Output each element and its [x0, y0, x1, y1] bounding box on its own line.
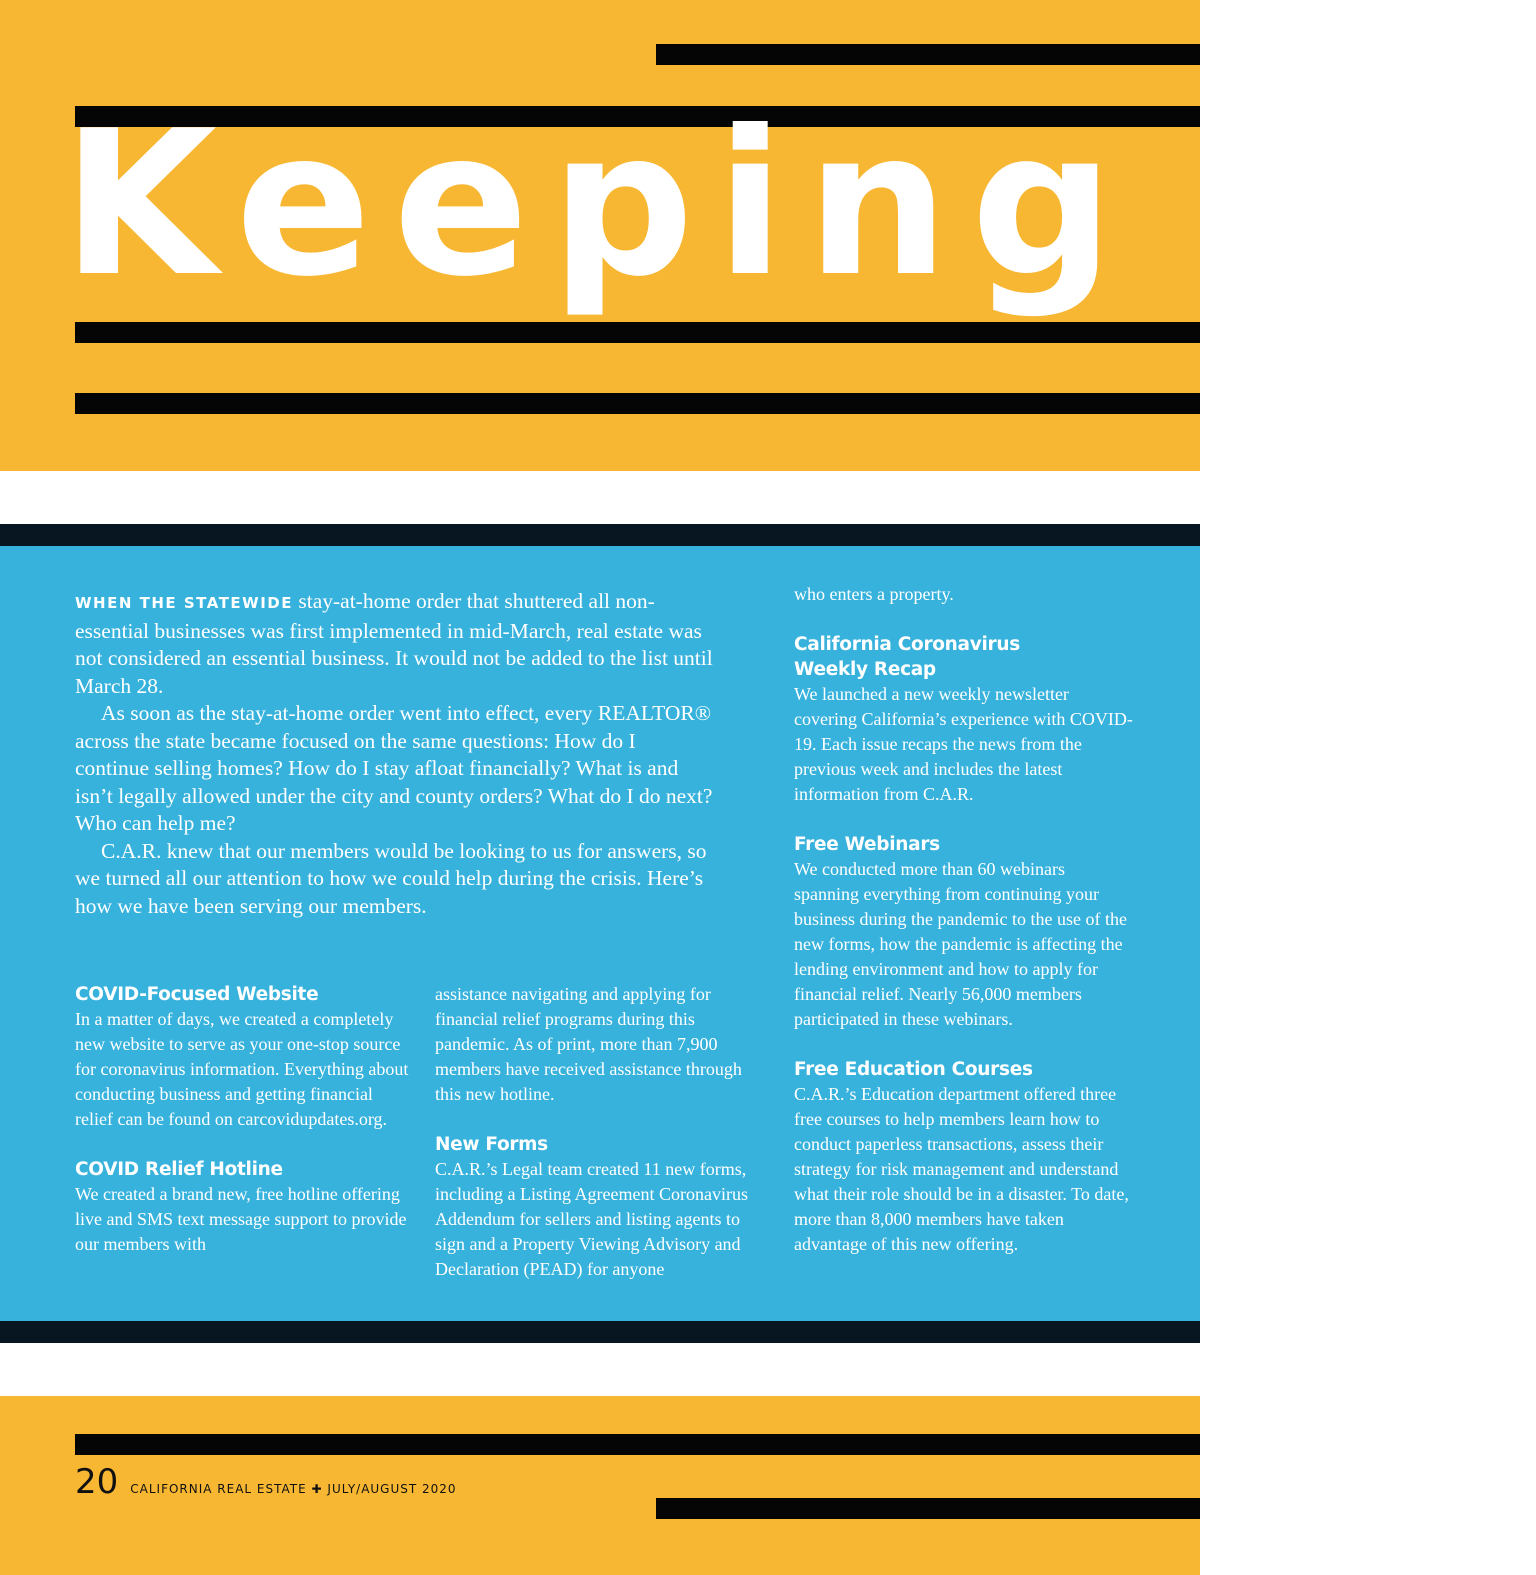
- stripe-lower: [75, 393, 1200, 414]
- divider-bottom: [0, 1321, 1200, 1343]
- recap-heading-line-2: Weekly Recap: [794, 659, 936, 680]
- section-body-recap: We launched a new weekly newsletter covering California’s experience with COVID-19. Each issue recaps the news from the previous week and includes the latest information from C.A.R.: [794, 684, 1133, 804]
- stripe-top-right: [656, 44, 1200, 65]
- section-body-courses: C.A.R.’s Education department offered three free courses to help members learn how to conduct paperless transactions, assess their strategy for risk management and understand what their role should be in a disaster. To date, more than 8,000 members have taken advantage of this new offering.: [794, 1084, 1129, 1254]
- intro-paragraph-2: As soon as the stay-at-home order went into effect, every REALTOR® across the state became focused on the same questions: How do I continue selling homes? How do I stay afloat financially? What is and isn’t legally allowed under the city and county orders? What do I do next? Who can help me?: [75, 701, 713, 835]
- section-heading-webinars: Free Webinars: [794, 834, 940, 855]
- section-heading-hotline: COVID Relief Hotline: [75, 1159, 283, 1180]
- section-heading-recap: [794, 632, 1134, 682]
- recap-heading-line-1: California Coronavirus: [794, 634, 1020, 655]
- page-number: 20: [75, 1462, 119, 1502]
- section-body-hotline-cont: assistance navigating and applying for financial relief programs during this pandemic. As of print, more than 7,900 members have received assistance through this new hotline.: [435, 984, 742, 1104]
- magazine-issue: CALIFORNIA REAL ESTATE ✚ JULY/AUGUST 2020: [130, 1482, 457, 1496]
- header-band: [0, 0, 1536, 471]
- footer-band: [0, 1396, 1200, 1575]
- section-body-webinars: We conducted more than 60 webinars spanning everything from continuing your business during the pandemic to the use of the new forms, how the pandemic is affecting the lending environment and how to apply for financial relief. Nearly 56,000 members participated in these webinars.: [794, 859, 1127, 1029]
- section-heading-courses: Free Education Courses: [794, 1059, 1033, 1080]
- column-2: [435, 982, 770, 1282]
- folio: [75, 1462, 457, 1502]
- divider-top: [0, 524, 1200, 546]
- section-body-website: In a matter of days, we created a completely new website to serve as your one-stop source for coronavirus information. Everything about conducting business and getting financial relief can be found on carcovidupdates.org.: [75, 1009, 409, 1129]
- stripe-mid: [75, 322, 1200, 343]
- section-body-forms-cont: who enters a property.: [794, 584, 954, 604]
- section-heading-forms: New Forms: [435, 1134, 548, 1155]
- stripe-footer-right: [656, 1498, 1200, 1519]
- intro-p1-text: stay-at-home order that shuttered all non-essential businesses was first implemented in mid-March, real estate was not considered an essential business. It would not be added to the list until March 28.: [75, 589, 713, 698]
- article-body: [0, 546, 1200, 1321]
- intro-text: [75, 588, 715, 920]
- column-1: [75, 982, 410, 1257]
- section-heading-website: COVID-Focused Website: [75, 984, 319, 1005]
- intro-paragraph-1: [75, 588, 715, 700]
- column-3: [794, 582, 1134, 1257]
- headline: Keeping Yo: [62, 88, 1536, 321]
- section-body-forms: C.A.R.’s Legal team created 11 new forms, including a Listing Agreement Coronavirus Addendum for sellers and listing agents to sign and a Property Viewing Advisory and Declaration (PEAD) for anyone: [435, 1159, 748, 1279]
- lead-in: WHEN THE STATEWIDE: [75, 594, 293, 612]
- intro-paragraph-3: C.A.R. knew that our members would be looking to us for answers, so we turned all our attention to how we could help during the crisis. Here’s how we have been serving our members.: [75, 838, 707, 918]
- section-body-hotline: We created a brand new, free hotline offering live and SMS text message support to provide our members with: [75, 1184, 407, 1254]
- stripe-footer-upper: [75, 1434, 1200, 1455]
